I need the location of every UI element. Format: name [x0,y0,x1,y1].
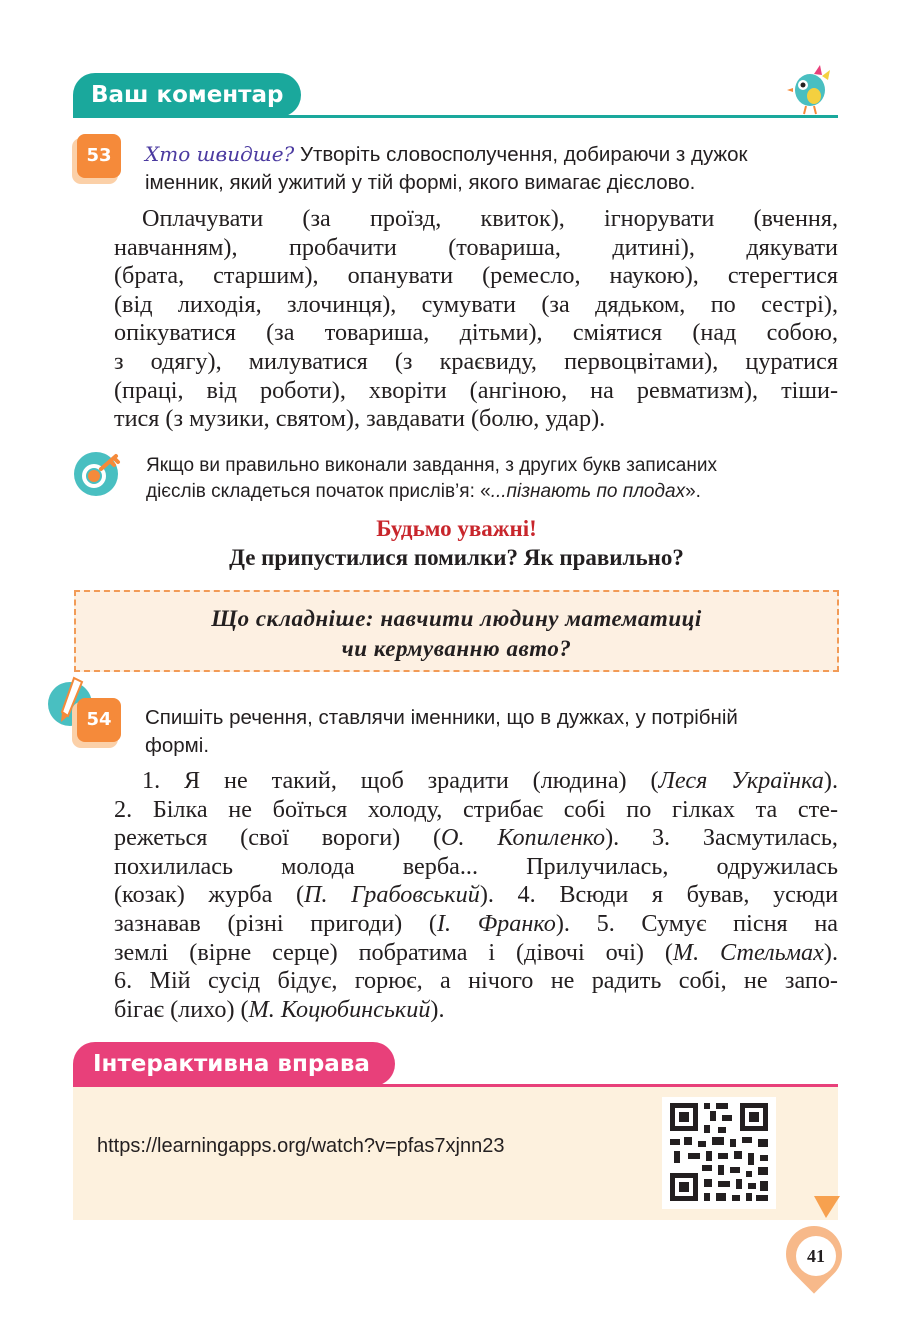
task53-line: (брата, старшим), опанувати (ремесло, наукою), стерегтися [114,262,838,290]
task53-line: Оплачувати (за проїзд, квиток), ігнорувати (вчення, [142,205,838,232]
task53-line: опікуватися (за товариша, дітьми), сміятися (над собою, [114,319,838,347]
task54-line: землі (вірне серце) побратима і (дівочі очі) (М. Стельмах). [114,938,839,966]
interactive-header-tab: Інтерактивна вправа [73,1042,395,1086]
task54-line: 2. Білка не боїться холоду, стрибає собі по гілках та сте- [114,795,838,823]
task53-line: навчанням), пробачити (товариша, дитині), дякувати [114,233,838,261]
task54-line: зазнавав (різні пригоди) (І. Франко). 5. Сумує пісня на [114,909,838,937]
key-note-line1: Якщо ви правильно виконали завдання, з других букв записаних [146,455,717,476]
task54-line: (козак) журба (П. Грабовський). 4. Всюди я бував, усюди [114,881,839,909]
attention-subtitle: Де припустилися помилки? Як правильно? [229,545,684,570]
task54-instruction-line1: Спишіть речення, ставлячи іменники, що в дужках, у потрібній [145,706,738,729]
task54-line: режеться (свої вороги) (О. Копиленко). 3. Засмутилась, [114,824,838,852]
task53-body [114,205,838,434]
page-number: 41 [807,1246,825,1266]
key-note-line2-start: дієслів складеться початок прислів’я: « [146,481,491,502]
key-icon [70,448,128,500]
question-box [74,590,839,672]
task53-line: (від лиходія, злочинця), сумувати (за дядьком, по сестрі), [114,290,838,318]
interactive-link[interactable]: https://learningapps.org/watch?v=pfas7xjnn23 [97,1135,505,1157]
task53-instruction [145,140,845,197]
task54-instruction-line2: формі. [145,734,210,757]
task54-line: 1. Я не такий, щоб зрадити (людина) (Леся Українка). [142,767,838,794]
task-number-53: 53 [77,134,121,178]
question-line1: Що складніше: навчити людину математиці [211,606,702,631]
bird-icon [784,62,836,116]
section-header-tab: Ваш коментар [73,73,301,117]
task54-instruction [145,704,845,760]
task54-line: 6. Мій сусід бідує, горює, а нічого не радить собі, не запо- [114,967,838,995]
corner-arrow-icon [812,1194,842,1220]
task53-line: з одягу), милуватися (з краєвиду, первоцвітами), цуратися [114,347,838,375]
task53-instruction-line1: Утворіть словосполучення, добираючи з дужок [294,143,748,166]
task53-line: тися (з музики, святом), завдавати (болю, удар). [114,405,606,433]
qr-code[interactable] [662,1097,776,1209]
task54-body [114,767,838,1024]
task-number-54: 54 [77,698,121,742]
task53-line: (праці, від роботи), хворіти (ангіною, на ревматизм), тіши- [114,376,838,404]
key-note-line2-end: ». [685,481,701,502]
task53-instruction-line2: іменник, який ужитий у тій формі, якого вимагає дієслово. [145,171,696,194]
attention-title: Будьмо уважні! [376,516,537,541]
key-note-proverb: ...пізнають по плодах [490,481,686,502]
task54-line: похилилась молода верба... Прилучилась, одружилась [114,852,838,880]
key-note [146,453,846,505]
section-header-line [73,115,838,118]
task53-lead: Хто швидше? [145,142,295,166]
question-line2: чи кермуванню авто? [341,636,572,661]
task54-line: бігає (лихо) (М. Коцюбинський). [114,995,445,1023]
